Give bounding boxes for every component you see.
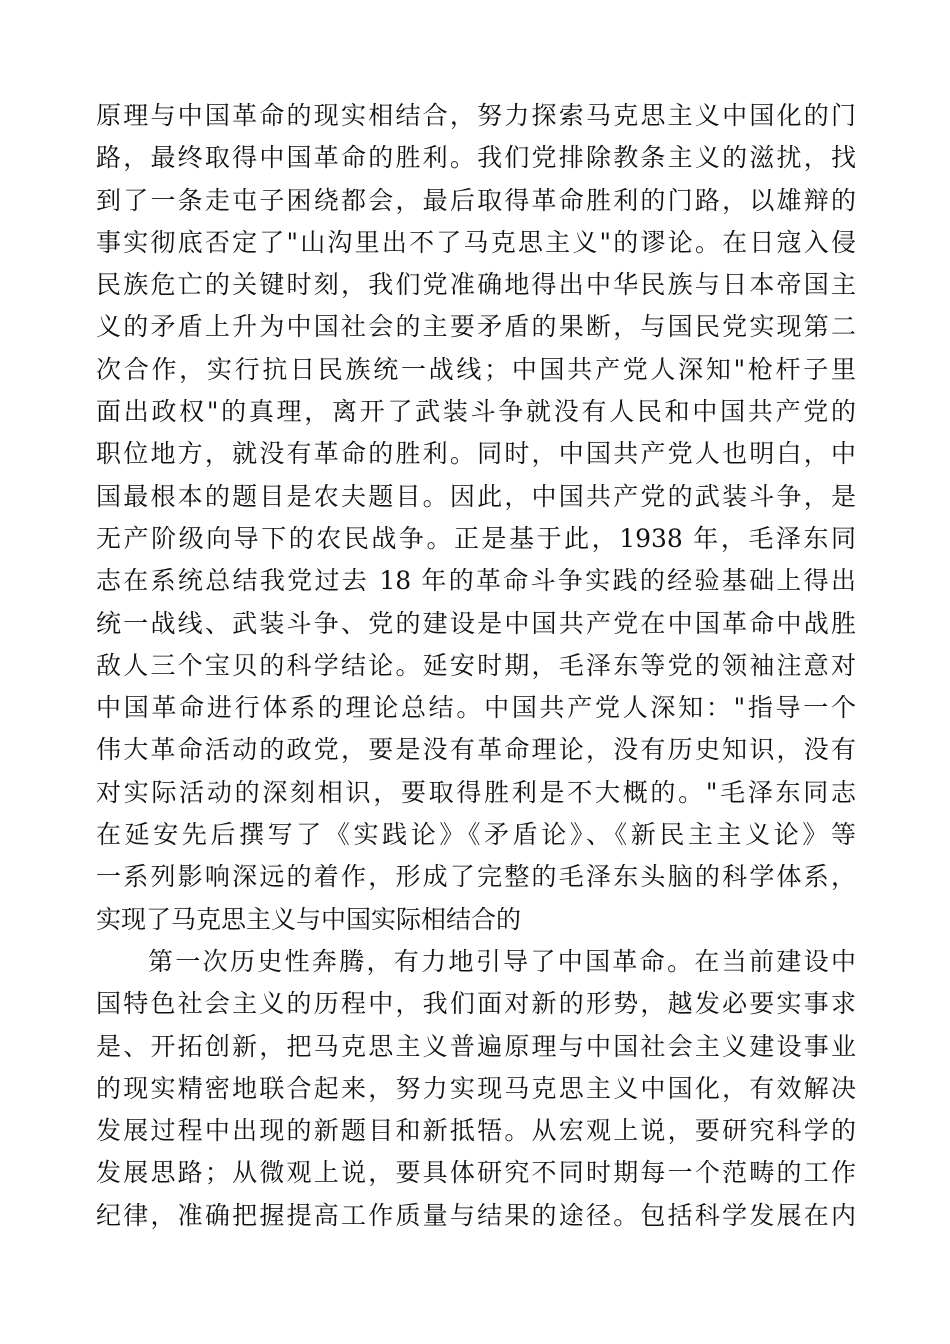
text-line: 面出政权"的真理，离开了武装斗争就没有人民和中国共产党的 <box>96 397 856 427</box>
text-line: 敌人三个宝贝的科学结论。延安时期，毛泽东等党的领袖注意对 <box>96 650 856 680</box>
text-line: 发展过程中出现的新题目和新抵牾。从宏观上说，要研究科学的 <box>96 1116 856 1146</box>
text-line: 国最根本的题目是农夫题目。因此，中国共产党的武装斗争，是 <box>96 481 856 511</box>
text-line: 次合作，实行抗日民族统一战线；中国共产党人深知"枪杆子里 <box>96 354 856 384</box>
text-line: 是、开拓创新，把马克思主义普遍原理与中国社会主义建设事业 <box>96 1031 856 1061</box>
text-line: 统一战线、武装斗争、党的建设是中国共产党在中国革命中战胜 <box>96 608 856 638</box>
text-line: 志在系统总结我党过去 18 年的革命斗争实践的经验基础上得出 <box>96 566 856 596</box>
paragraph-1 <box>96 95 856 941</box>
text-line: 国特色社会主义的历程中，我们面对新的形势，越发必要实事求 <box>96 989 856 1019</box>
text-line: 在延安先后撰写了《实践论》《矛盾论》、《新民主主义论》等 <box>96 820 856 850</box>
paragraph-2 <box>96 941 856 1237</box>
text-line: 的现实精密地联合起来，努力实现马克思主义中国化，有效解决 <box>96 1073 856 1103</box>
text-line: 民族危亡的关键时刻，我们党准确地得出中华民族与日本帝国主 <box>96 270 856 300</box>
text-line: 到了一条走屯子困绕都会，最后取得革命胜利的门路，以雄辩的 <box>96 185 856 215</box>
text-line: 纪律，准确把握提高工作质量与结果的途径。包括科学发展在内 <box>96 1200 856 1230</box>
text-line: 路，最终取得中国革命的胜利。我们党排除教条主义的滋扰，找 <box>96 143 856 173</box>
text-line: 义的矛盾上升为中国社会的主要矛盾的果断，与国民党实现第二 <box>96 312 856 342</box>
document-body <box>96 95 856 1237</box>
text-line: 发展思路；从微观上说，要具体研究不同时期每一个范畴的工作 <box>96 1158 856 1188</box>
text-line: 中国革命进行体系的理论总结。中国共产党人深知："指导一个 <box>96 693 856 723</box>
text-line: 事实彻底否定了"山沟里出不了马克思主义"的谬论。在日寇入侵 <box>96 227 856 257</box>
text-line: 无产阶级向导下的农民战争。正是基于此，1938 年，毛泽东同 <box>96 523 856 553</box>
text-line: 实现了马克思主义与中国实际相结合的 <box>96 904 522 934</box>
text-line: 职位地方，就没有革命的胜利。同时，中国共产党人也明白，中 <box>96 439 856 469</box>
text-line: 对实际活动的深刻相识，要取得胜利是不大概的。"毛泽东同志 <box>96 777 856 807</box>
text-line: 伟大革命活动的政党，要是没有革命理论，没有历史知识，没有 <box>96 735 856 765</box>
text-line: 原理与中国革命的现实相结合，努力探索马克思主义中国化的门 <box>96 101 856 130</box>
text-line: 一系列影响深远的着作，形成了完整的毛泽东头脑的科学体系， <box>96 862 856 892</box>
text-line: 第一次历史性奔腾，有力地引导了中国革命。在当前建设中 <box>148 946 856 976</box>
